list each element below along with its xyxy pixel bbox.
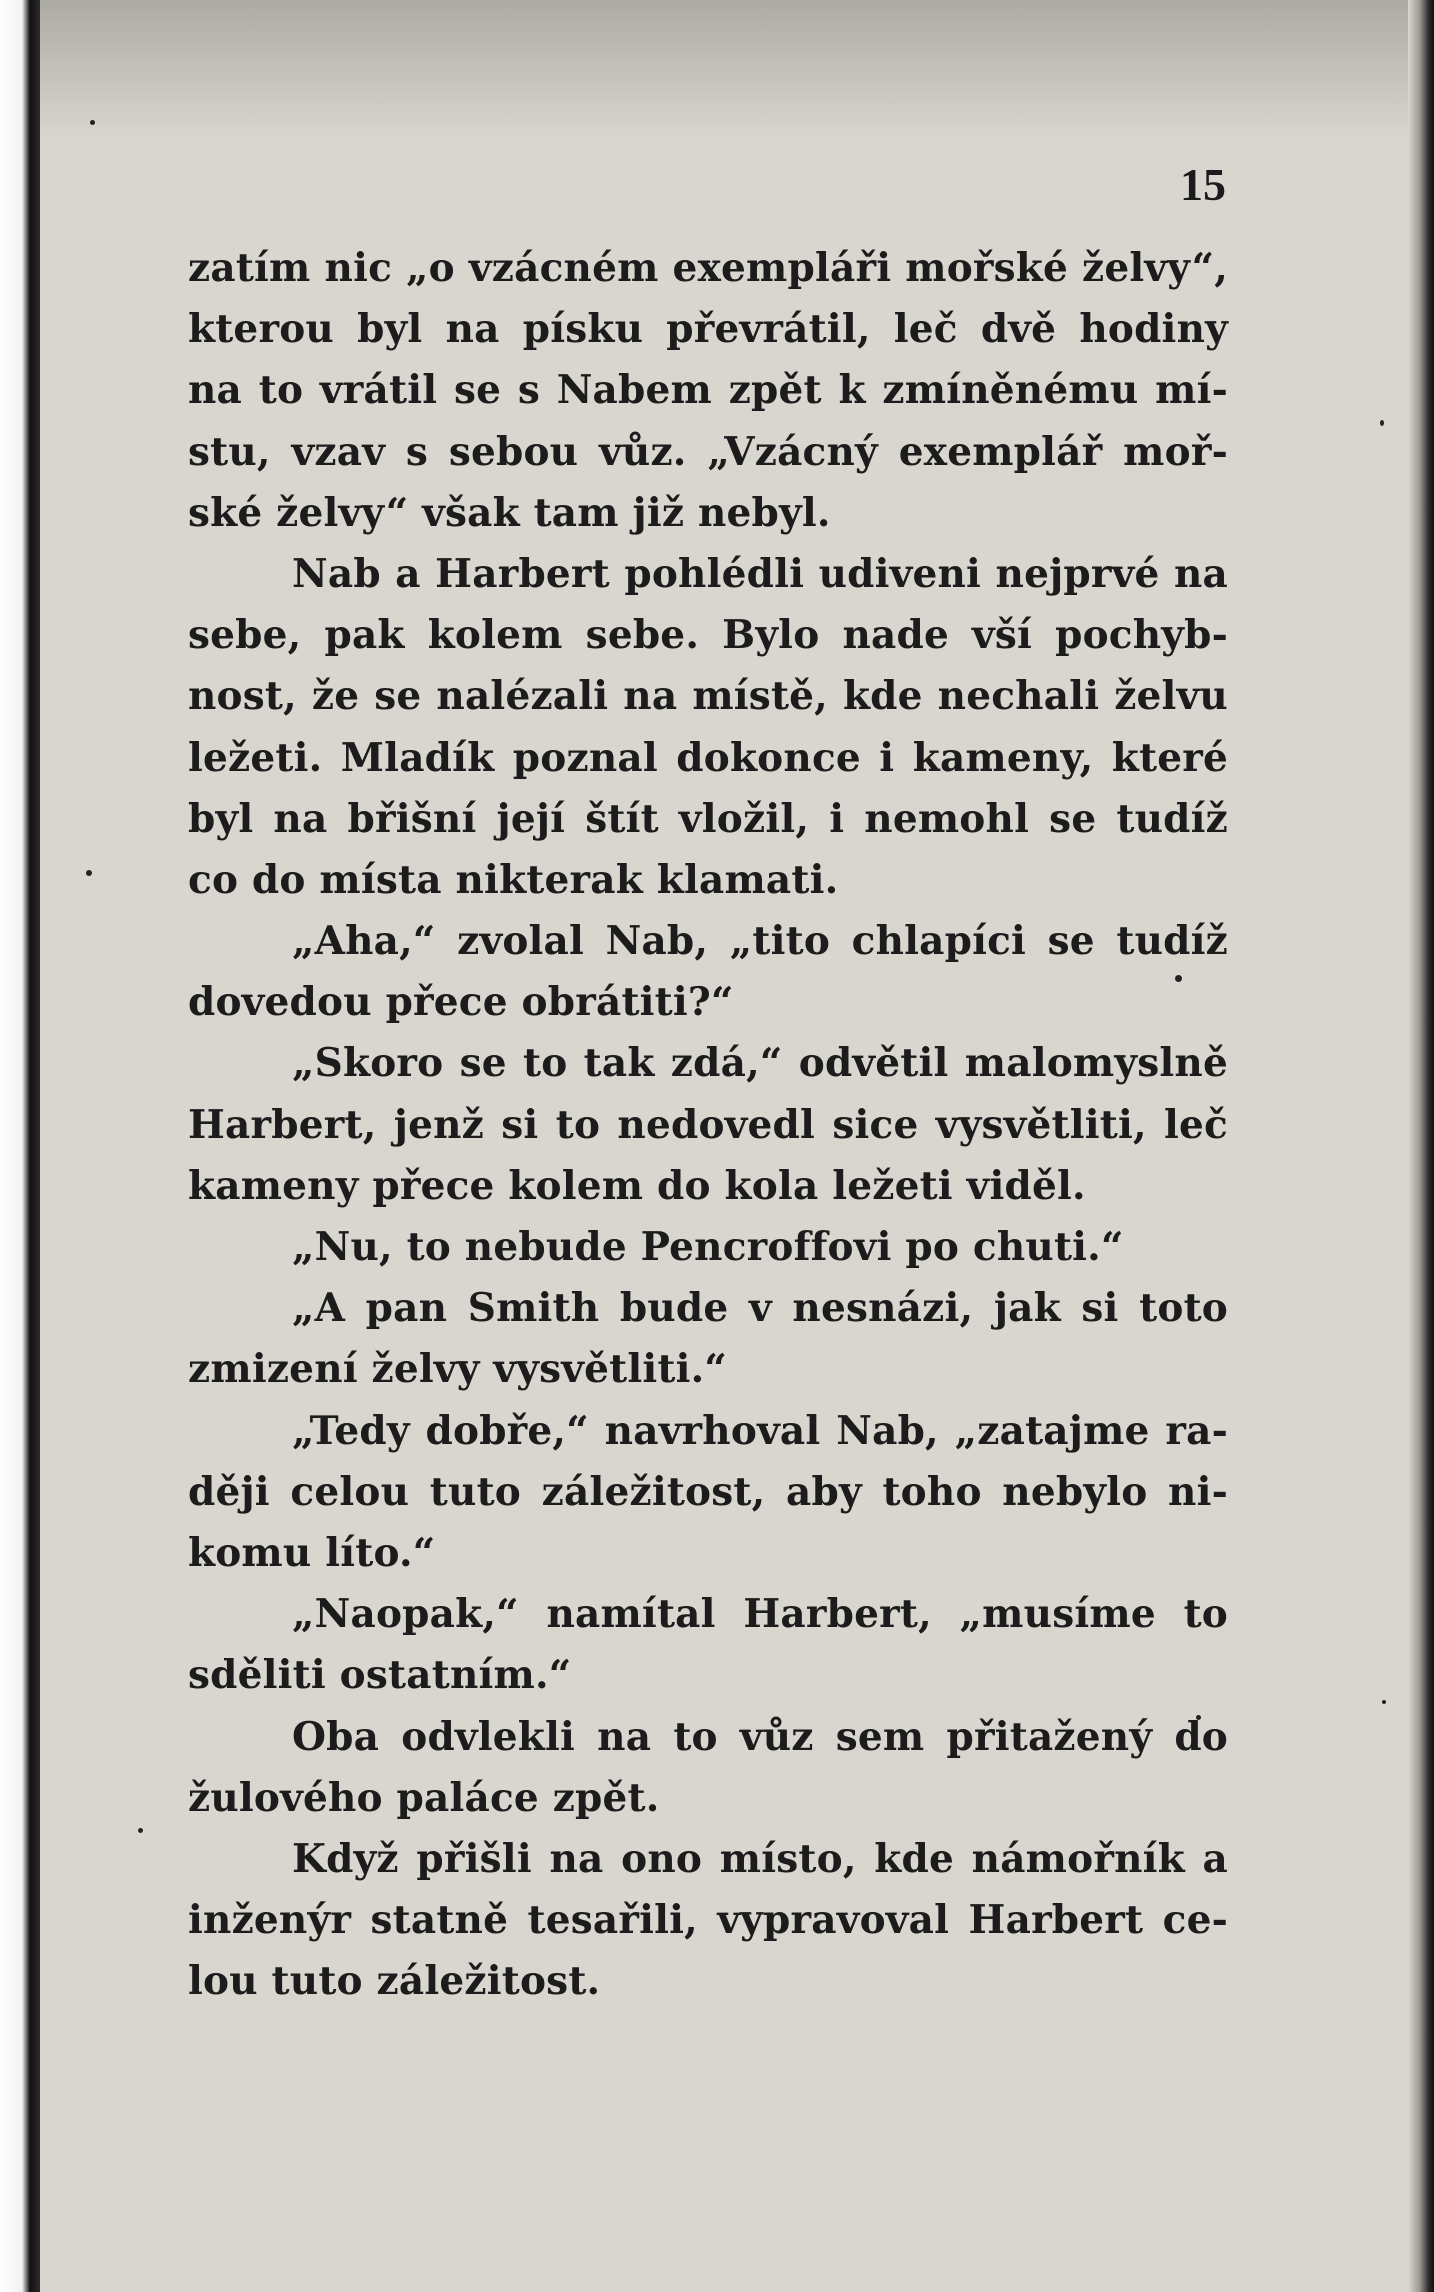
text-line: byl na břišní její štít vložil, i nemohl se tudíž: [188, 795, 1228, 842]
text-line: Nab a Harbert pohlédli udiveni nejprvé na: [292, 550, 1228, 597]
speck: [90, 120, 95, 125]
text-line: zatím nic „o vzácném exempláři mořské želvy“,: [188, 245, 1228, 291]
text-line: „Skoro se to tak zdá,“ odvětil malomyslně: [292, 1040, 1228, 1087]
text-line: „Aha,“ zvolal Nab, „tito chlapíci se tudíž: [292, 918, 1228, 965]
text-line: „Naopak,“ namítal Harbert, „musíme to: [292, 1591, 1228, 1638]
top-shadow: [40, 0, 1408, 140]
body-text: [188, 238, 1228, 2012]
text-line: ské želvy“ však tam již nebyl.: [188, 489, 831, 536]
text-line: lou tuto záležitost.: [188, 1958, 601, 2005]
text-line: inženýr statně tesařili, vypravoval Harbert ce-: [188, 1897, 1228, 1944]
speck: [1380, 420, 1384, 426]
text-line: co do místa nikterak klamati.: [188, 856, 839, 903]
text-line: žulového paláce zpět.: [188, 1774, 660, 1821]
text-line: ležeti. Mladík poznal dokonce i kameny, které: [188, 734, 1228, 781]
text-line: Harbert, jenž si to nedovedl sice vysvětliti, leč: [188, 1101, 1228, 1148]
speck: [138, 1828, 143, 1833]
text-line: Oba odvlekli na to vůz sem přitažený do: [292, 1713, 1228, 1760]
page-edge: [1408, 0, 1434, 2292]
text-line: kterou byl na písku převrátil, leč dvě hodiny: [188, 306, 1228, 353]
speck: [86, 870, 92, 876]
page-gutter: [0, 0, 40, 2292]
text-line: nost, že se nalézali na místě, kde nechali želvu: [188, 673, 1228, 720]
text-line: komu líto.“: [188, 1529, 436, 1576]
text-line: kameny přece kolem do kola ležeti viděl.: [188, 1162, 1086, 1209]
text-line: ději celou tuto záležitost, aby toho nebylo ni-: [188, 1468, 1228, 1515]
speck: [1382, 1700, 1386, 1704]
page-number: 15: [1180, 159, 1226, 210]
text-line: sebe, pak kolem sebe. Bylo nade vší pochyb-: [188, 612, 1228, 659]
text-line: na to vrátil se s Nabem zpět k zmíněnému mí-: [188, 367, 1228, 414]
text-line: Když přišli na ono místo, kde námořník a: [292, 1835, 1228, 1882]
text-line: „Nu, to nebude Pencroffovi po chuti.“: [292, 1224, 1124, 1270]
text-line: „Tedy dobře,“ navrhoval Nab, „zatajme ra-: [292, 1407, 1228, 1454]
text-line: sděliti ostatním.“: [188, 1652, 572, 1699]
text-line: stu, vzav s sebou vůz. „Vzácný exemplář moř-: [188, 428, 1228, 475]
text-line: dovedou přece obrátiti?“: [188, 979, 734, 1026]
text-line: „A pan Smith bude v nesnázi, jak si toto: [292, 1285, 1228, 1332]
text-line: zmizení želvy vysvětliti.“: [188, 1346, 728, 1393]
